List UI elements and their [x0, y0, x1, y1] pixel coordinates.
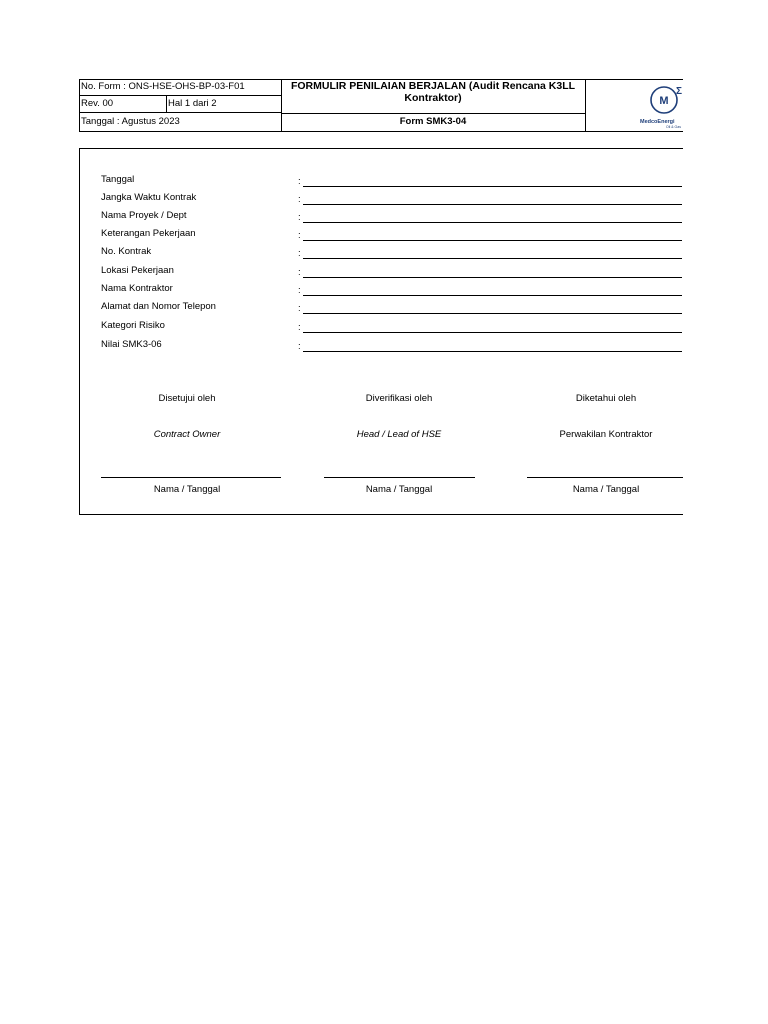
field-input-line[interactable] — [303, 295, 682, 296]
field-label: No. Kontrak — [101, 246, 152, 257]
field-label: Tanggal — [101, 174, 135, 185]
field-label: Nama Proyek / Dept — [101, 210, 187, 221]
field-input-line[interactable] — [303, 277, 682, 278]
revision-number: Rev. 00 — [81, 98, 114, 109]
field-colon: : — [298, 176, 301, 187]
signature-name-date: Nama / Tanggal — [365, 484, 433, 495]
signature-line[interactable] — [324, 477, 475, 478]
signature-action: Disetujui oleh — [158, 393, 216, 404]
field-label: Kategori Risiko — [101, 320, 165, 331]
field-colon: : — [298, 285, 301, 296]
field-label: Nilai SMK3-06 — [101, 339, 162, 350]
field-label: Keterangan Pekerjaan — [101, 228, 196, 239]
logo-sigma: Σ — [676, 86, 683, 97]
field-colon: : — [298, 303, 301, 314]
field-colon: : — [298, 322, 301, 333]
field-input-line[interactable] — [303, 332, 682, 333]
field-label: Jangka Waktu Kontrak — [101, 192, 197, 203]
medco-logo-icon — [640, 84, 683, 130]
field-colon: : — [298, 341, 301, 352]
form-number: No. Form : ONS-HSE-OHS-BP-03-F01 — [81, 81, 245, 92]
field-colon: : — [298, 230, 301, 241]
field-colon: : — [298, 267, 301, 278]
field-colon: : — [298, 248, 301, 259]
field-label: Alamat dan Nomor Telepon — [101, 301, 216, 312]
signature-line[interactable] — [527, 477, 683, 478]
field-colon: : — [298, 194, 301, 205]
logo-tagline: Oil & Gas — [666, 125, 681, 129]
field-input-line[interactable] — [303, 186, 682, 187]
form-code: Form SMK3-04 — [399, 116, 467, 127]
field-colon: : — [298, 212, 301, 223]
signature-name-date: Nama / Tanggal — [572, 484, 640, 495]
field-label: Nama Kontraktor — [101, 283, 173, 294]
field-input-line[interactable] — [303, 240, 682, 241]
field-input-line[interactable] — [303, 351, 682, 352]
field-input-line[interactable] — [303, 313, 682, 314]
signature-action: Diketahui oleh — [575, 393, 637, 404]
signature-action: Diverifikasi oleh — [365, 393, 433, 404]
field-input-line[interactable] — [303, 204, 682, 205]
field-input-line[interactable] — [303, 222, 682, 223]
logo-letter: M — [659, 95, 669, 107]
signature-role: Head / Lead of HSE — [356, 429, 442, 440]
field-input-line[interactable] — [303, 258, 682, 259]
field-label: Lokasi Pekerjaan — [101, 265, 174, 276]
signature-line[interactable] — [101, 477, 281, 478]
page-number: Hal 1 dari 2 — [168, 98, 217, 109]
form-date: Tanggal : Agustus 2023 — [81, 116, 180, 127]
signature-role: Contract Owner — [153, 429, 221, 440]
signature-role: Perwakilan Kontraktor — [559, 429, 653, 440]
logo-name: MedcoEnergi — [640, 119, 675, 125]
form-title: FORMULIR PENILAIAN BERJALAN (Audit Rencana K3LL Kontraktor) — [290, 80, 576, 104]
signature-name-date: Nama / Tanggal — [153, 484, 221, 495]
company-logo — [640, 84, 683, 130]
